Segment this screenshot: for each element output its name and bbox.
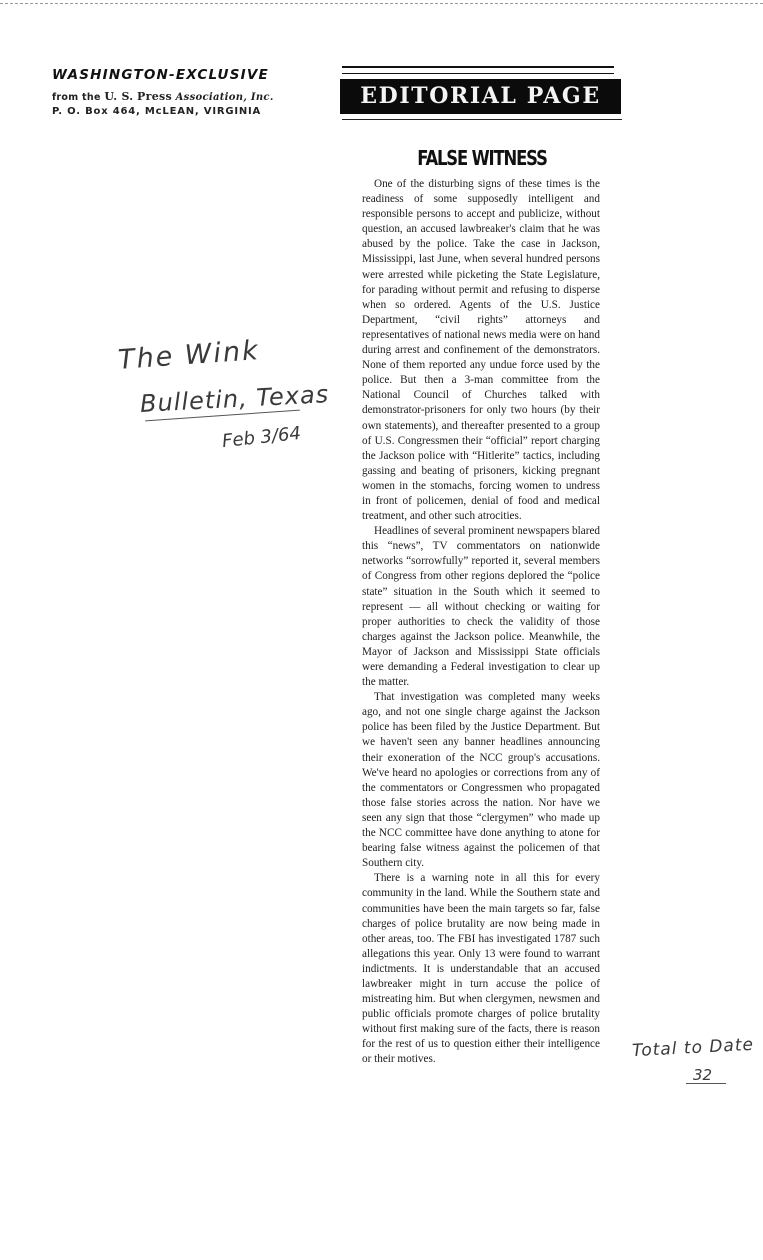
org-press: Press [137,90,172,103]
masthead-left [52,67,302,117]
org-association: Association, Inc. [175,92,274,103]
handwritten-total-label: Total to Date [631,1034,755,1062]
banner-rule-second [342,73,614,74]
from-prefix: from the [52,92,101,103]
handwritten-date: Feb 3/64 [221,422,302,453]
article-paragraph: One of the disturbing signs of these times is the readiness of some supposedly intelligent and responsible persons to accept and publicize, without question, an accused lawbreaker's claim that he was abused by the police. Take the case in Jackson, Mississippi, last June, when several hundred persons were arrested while picketing the State Legislature, for parading without permit and refusing to disperse when so ordered. Agents of the U.S. Justice Department, “civil rights” attorneys and representatives of national news media were on hand during arrest and confinement of the demonstrators. None of them reported any undue force used by the police. But then a 3-man committee from the National Council of Churches talked with demonstrator-prisoners for only two hours (by their own statements), and thereafter presented to a group of U.S. Congressmen their “official” report charging the Jackson police with “Hitlerite” tactics, including gassing and beating of prisoners, kicking pregnant women in the stomachs, forcing women to undress in front of policemen, denial of food and medical treatment, and other such atrocities. [362,178,600,523]
association-line [52,90,302,103]
article-paragraph: Headlines of several prominent newspapers blared this “news”, TV commentators on nationwide networks “sorrowfully” reported it, several members of Congress from other regions deplored the “police state” situation in the South which it seemed to represent — all without checking or waiting for proper authorities to check the validity of those charges against the Jackson police. Meanwhile, the Mayor of Jackson and Mississippi State officials were demanding a Federal investigation to clear up the matter. [362,525,600,689]
banner-rule-top [342,66,614,68]
handwritten-source-line-1: The Wink [117,335,261,376]
page-top-border [0,3,763,4]
handwritten-source-line-2: Bulletin, Texas [139,380,330,418]
article-body [362,177,600,1068]
editorial-page-banner: EDITORIAL PAGE [340,79,621,114]
article-headline: FALSE WITNESS [417,146,547,170]
handwritten-total-value: 32 [693,1066,713,1084]
postal-address: P. O. Box 464, McLEAN, VIRGINIA [52,106,262,117]
banner-rule-bottom [342,119,622,120]
article-paragraph: There is a warning note in all this for every community in the land. While the Southern state and communities have been the main targets so far, false charges of police brutality are now being made in other areas, too. The FBI has investigated 1787 such allegations this year. Only 13 were found to warrant indictments. It is understandable that an accused lawbreaker might in turn accuse the police of mistreating him. But when clergymen, newsmen and public officials promote charges of police brutality without first making sure of the facts, there is reason for the rest of us to question either their intelligence or their motives. [362,872,600,1066]
article-paragraph: That investigation was completed many weeks ago, and not one single charge against the Jackson police has been filed by the Justice Department. But we haven't seen any banner headlines announcing their exoneration of the NCC group's accusations. We've heard no apologies or corrections from any of the commentators or Congressmen who propagated those false stories across the nation. Nor have we seen any sign that those “clergymen” who made up the NCC committee have done anything to atone for bearing false witness against the policemen of that Southern city. [362,691,600,870]
handwritten-total-underline [686,1083,726,1084]
org-us: U. S. [104,90,134,103]
washington-exclusive-label: WASHINGTON-EXCLUSIVE [52,67,269,83]
